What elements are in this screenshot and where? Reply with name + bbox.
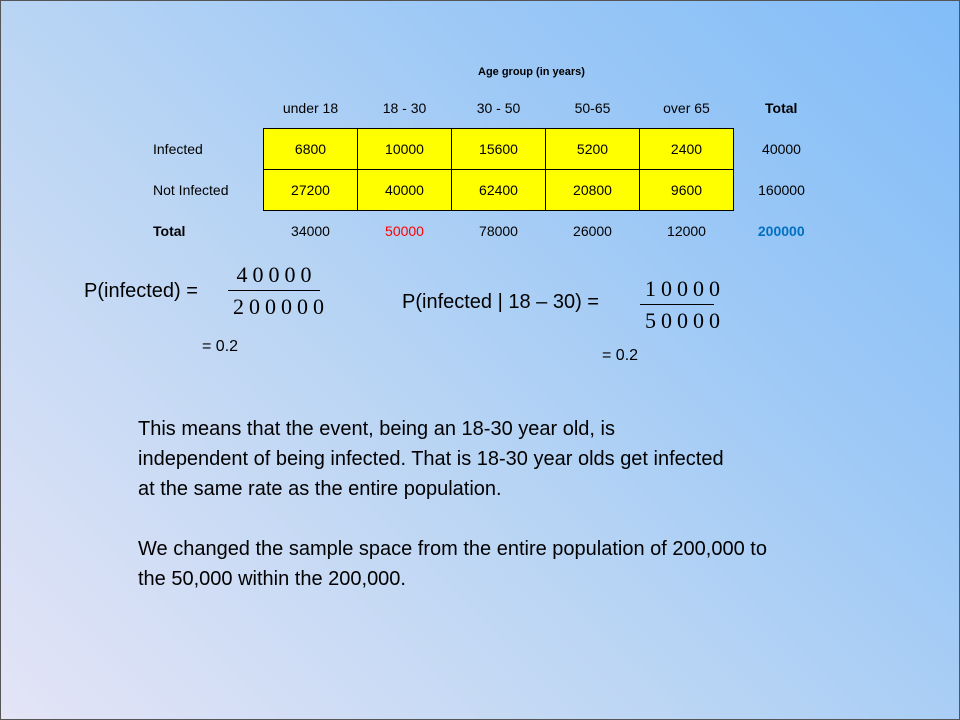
formula1-denominator: 200000 bbox=[233, 294, 329, 319]
column-total-highlighted: 50000 bbox=[385, 223, 424, 239]
table-row bbox=[150, 129, 829, 170]
column-header: 30 - 50 bbox=[476, 100, 521, 116]
formula1-label: P(infected) = bbox=[84, 280, 198, 302]
header-row bbox=[150, 88, 829, 129]
grand-total: 200000 bbox=[757, 222, 805, 239]
table-cell: 40000 bbox=[358, 170, 452, 211]
formula2-numerator: 10000 bbox=[645, 276, 725, 301]
table-cell: 10000 bbox=[358, 129, 452, 170]
fraction-bar bbox=[228, 290, 320, 291]
row-total: 160000 bbox=[758, 182, 805, 198]
table-cell: 9600 bbox=[640, 170, 734, 211]
formula2-fraction bbox=[640, 276, 725, 334]
table-cell: 15600 bbox=[452, 129, 546, 170]
column-total: 34000 bbox=[291, 223, 330, 239]
row-label: Infected bbox=[153, 141, 203, 157]
column-total: 12000 bbox=[667, 223, 706, 239]
table-row bbox=[150, 170, 829, 211]
column-header: over 65 bbox=[663, 100, 710, 116]
table-cell: 20800 bbox=[546, 170, 640, 211]
row-total: 40000 bbox=[762, 141, 801, 157]
contingency-table bbox=[150, 88, 829, 251]
formula1-fraction bbox=[228, 262, 329, 320]
fraction-bar bbox=[640, 304, 714, 305]
formula2-result: = 0.2 bbox=[602, 347, 639, 364]
column-header: under 18 bbox=[282, 100, 339, 116]
explanation-paragraph: This means that the event, being an 18-30 year old, is independent of being infected. That is 18-30 year olds get infected at the same rate as the entire population. bbox=[138, 418, 724, 500]
formula1-result: = 0.2 bbox=[202, 338, 239, 355]
table-cell: 27200 bbox=[264, 170, 358, 211]
column-total: 78000 bbox=[479, 223, 518, 239]
table-cell: 5200 bbox=[546, 129, 640, 170]
column-header: 18 - 30 bbox=[382, 100, 427, 116]
column-header: 50-65 bbox=[574, 100, 611, 116]
row-label: Not Infected bbox=[153, 182, 229, 198]
row-label: Total bbox=[153, 222, 186, 239]
table-cell: 2400 bbox=[640, 129, 734, 170]
totals-row bbox=[150, 211, 829, 252]
formula2-denominator: 50000 bbox=[645, 308, 725, 333]
formula2-label: P(infected | 18 – 30) = bbox=[402, 291, 599, 313]
total-column-header: Total bbox=[765, 100, 798, 117]
table-cell: 62400 bbox=[452, 170, 546, 211]
column-total: 26000 bbox=[573, 223, 612, 239]
corner-cell bbox=[150, 88, 264, 129]
formula1-numerator: 40000 bbox=[236, 262, 317, 287]
table-caption: Age group (in years) bbox=[478, 66, 585, 78]
sample-space-paragraph: We changed the sample space from the entire population of 200,000 to the 50,000 within the 200,000. bbox=[138, 538, 767, 590]
table-cell: 6800 bbox=[264, 129, 358, 170]
